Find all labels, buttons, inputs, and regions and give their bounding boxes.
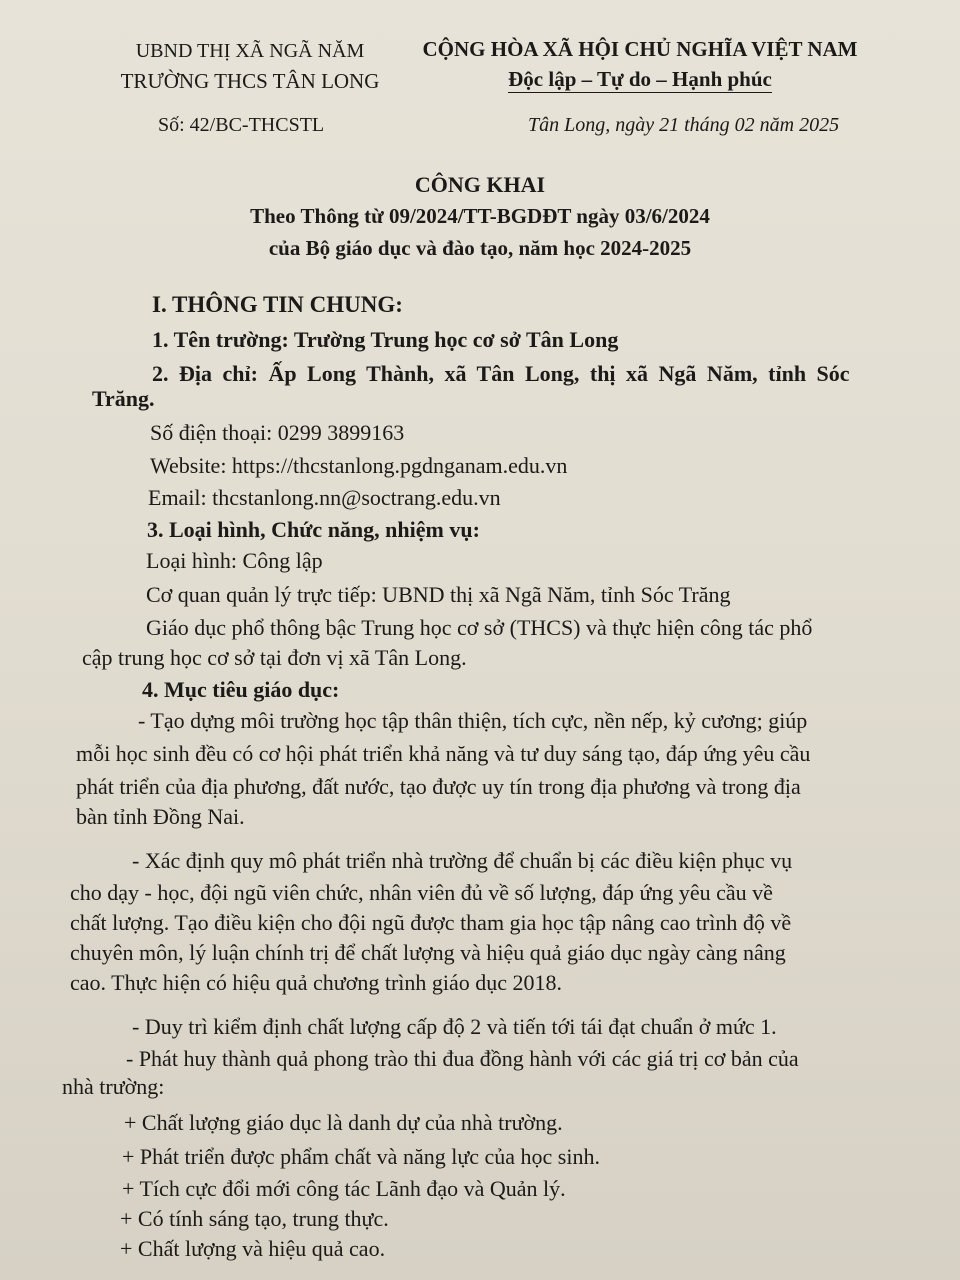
core-value-item: + Chất lượng và hiệu quả cao.	[120, 1236, 386, 1261]
document-subtitle-1: Theo Thông từ 09/2024/TT-BGDĐT ngày 03/6/2024	[250, 204, 710, 228]
core-value-item: + Chất lượng giáo dục là danh dự của nhà trường.	[124, 1110, 563, 1135]
function-line-2: cập trung học cơ sở tại đơn vị xã Tân Long.	[82, 645, 467, 670]
motto-wrapper	[405, 64, 875, 94]
document-title: CÔNG KHAI	[414, 172, 546, 197]
school-name: 1. Tên trường: Trường Trung học cơ sở Tân Long	[152, 327, 619, 352]
function-line-1: Giáo dục phổ thông bậc Trung học cơ sở (THCS) và thực hiện công tác phổ	[146, 615, 813, 640]
issuer-block	[90, 36, 410, 96]
address-line-1: 2. Địa chỉ: Ấp Long Thành, xã Tân Long, thị xã Ngã Năm, tỉnh Sóc	[152, 361, 850, 386]
goal-1-line: bàn tỉnh Đồng Nai.	[76, 804, 245, 829]
goal-1-line: - Tạo dựng môi trường học tập thân thiện, tích cực, nền nếp, kỷ cương; giúp	[138, 708, 808, 733]
section-heading: I. THÔNG TIN CHUNG:	[152, 292, 403, 317]
national-title: CỘNG HÒA XÃ HỘI CHỦ NGHĨA VIỆT NAM	[422, 37, 858, 61]
type-heading: 3. Loại hình, Chức năng, nhiệm vụ:	[147, 517, 480, 542]
goal-2-line: cao. Thực hiện có hiệu quả chương trình giáo dục 2018.	[70, 970, 563, 995]
goal-2-line: chất lượng. Tạo điều kiện cho đội ngũ được tham gia học tập nâng cao trình độ về	[70, 910, 792, 935]
email: Email: thcstanlong.nn@soctrang.edu.vn	[148, 485, 501, 510]
goal-2-line: cho dạy - học, đội ngũ viên chức, nhân viên đủ về số lượng, đáp ứng yêu cầu về	[70, 880, 773, 905]
goal-3: - Duy trì kiểm định chất lượng cấp độ 2 và tiến tới tái đạt chuẩn ở mức 1.	[132, 1014, 777, 1039]
goal-2-line: chuyên môn, lý luận chính trị để chất lượng và hiệu quả giáo dục ngày càng nâng	[70, 940, 786, 965]
website: Website: https://thcstanlong.pgdnganam.edu.vn	[150, 453, 568, 478]
goal-1-line: mỗi học sinh đều có cơ hội phát triển khả năng và tư duy sáng tạo, đáp ứng yêu cầu	[76, 741, 811, 766]
national-motto-block	[405, 34, 875, 94]
phone: Số điện thoại: 0299 3899163	[150, 420, 405, 445]
place-date: Tân Long, ngày 21 tháng 02 năm 2025	[528, 114, 840, 136]
core-value-item: + Có tính sáng tạo, trung thực.	[120, 1206, 389, 1231]
goal-4-line: - Phát huy thành quả phong trào thi đua đồng hành với các giá trị cơ bản của	[126, 1046, 799, 1071]
core-value-item: + Phát triển được phẩm chất và năng lực của học sinh.	[122, 1144, 600, 1169]
document-subtitle-2: của Bộ giáo dục và đào tạo, năm học 2024-2025	[268, 236, 692, 260]
school-type: Loại hình: Công lập	[146, 548, 323, 573]
issuer-authority: UBND THỊ XÃ NGÃ NĂM	[135, 40, 365, 62]
goal-1-line: phát triển của địa phương, đất nước, tạo được uy tín trong địa phương và trong địa	[76, 774, 801, 799]
national-motto: Độc lập – Tự do – Hạnh phúc	[508, 67, 772, 91]
core-value-item: + Tích cực đổi mới công tác Lãnh đạo và Quản lý.	[122, 1176, 566, 1201]
address-line-2: Trăng.	[92, 386, 155, 411]
goal-2-line: - Xác định quy mô phát triển nhà trường để chuẩn bị các điều kiện phục vụ	[132, 848, 793, 873]
goals-heading: 4. Mục tiêu giáo dục:	[142, 677, 340, 702]
document-number: Số: 42/BC-THCSTL	[158, 114, 325, 136]
goal-4-line: nhà trường:	[62, 1074, 165, 1099]
managing-agency: Cơ quan quản lý trực tiếp: UBND thị xã Ngã Năm, tỉnh Sóc Trăng	[146, 582, 731, 607]
issuer-school: TRƯỜNG THCS TÂN LONG	[120, 69, 380, 93]
